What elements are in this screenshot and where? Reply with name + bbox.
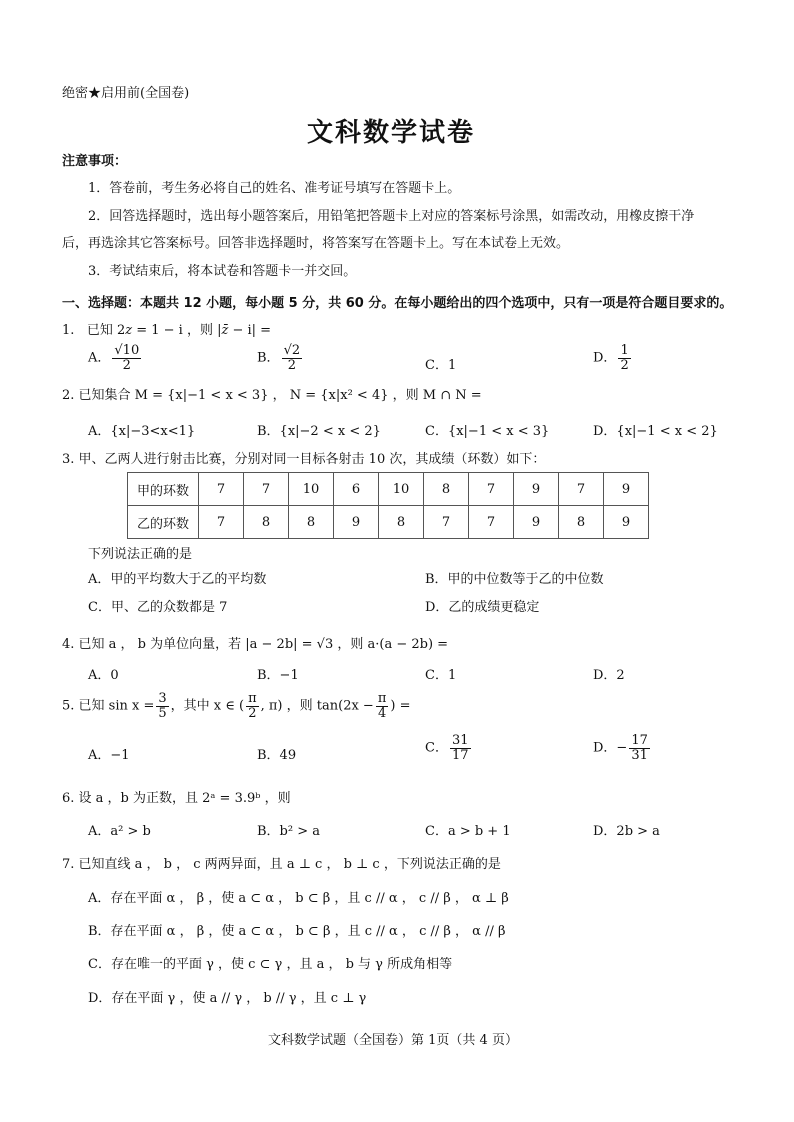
q5-option-c: C． $\frac{31}{17}$ bbox=[425, 733, 469, 763]
notes-heading: 注意事项： bbox=[62, 154, 128, 169]
page-title: 文科数学试卷 bbox=[307, 118, 476, 148]
q7-option-a: A．存在平面 α ， β ，使 a ⊂ α ， b ⊂ β ，且 c // α ， c // β ， α ⊥ β bbox=[88, 891, 509, 906]
q1-stem: 1. 已知 2z = 1 − i ，则 |z̄ − i| = bbox=[62, 323, 272, 338]
q7-option-b: B．存在平面 α ， β ，使 a ⊂ α ， b ⊂ β ，且 c // α ， c // β ， α // β bbox=[88, 924, 506, 939]
q7-stem: 7. 已知直线 a ， b ， c 两两异面，且 a ⊥ c ， b ⊥ c ，下列说法正确的是 bbox=[62, 857, 501, 872]
row-label: 甲的环数 bbox=[128, 473, 199, 506]
note-2a: 2．回答选择题时，选出每小题答案后，用铅笔把答题卡上对应的答案标号涂黑，如需改动，用橡皮擦干净 bbox=[88, 209, 695, 224]
q3-option-d: D．乙的成绩更稳定 bbox=[425, 600, 540, 615]
table-cell: 8 bbox=[244, 506, 289, 539]
table-cell: 9 bbox=[604, 506, 649, 539]
table-row bbox=[128, 506, 649, 539]
q7-option-c: C．存在唯一的平面 γ ，使 c ⊂ γ ，且 a ， b 与 γ 所成角相等 bbox=[88, 957, 453, 972]
q2-option-b: B．{x|−2 < x < 2} bbox=[257, 424, 381, 439]
q3-stem: 3. 甲、乙两人进行射击比赛，分别对同一目标各射击 10 次，其成绩（环数）如下： bbox=[62, 452, 546, 467]
q6-option-a: A．a² > b bbox=[88, 824, 151, 839]
row-label: 乙的环数 bbox=[128, 506, 199, 539]
section-heading: 一、选择题：本题共 12 小题，每小题 5 分，共 60 分。在每小题给出的四个选项中，只有一项是符合题目要求的。 bbox=[62, 296, 733, 311]
table-cell: 9 bbox=[514, 473, 559, 506]
q1-option-c: C．1 bbox=[425, 358, 457, 373]
table-cell: 8 bbox=[559, 506, 604, 539]
score-table bbox=[127, 472, 649, 539]
q2-option-c: C．{x|−1 < x < 3} bbox=[425, 424, 550, 439]
q2-stem: 2. 已知集合 M = {x|−1 < x < 3} ， N = {x|x² < 4} ，则 M ∩ N = bbox=[62, 388, 482, 403]
table-cell: 7 bbox=[424, 506, 469, 539]
table-cell: 9 bbox=[514, 506, 559, 539]
q3-option-c: C．甲、乙的众数都是 7 bbox=[88, 600, 228, 615]
table-cell: 6 bbox=[334, 473, 379, 506]
q5-option-d: D．− $\frac{17}{31}$ bbox=[593, 733, 648, 763]
page-footer: 文科数学试题（全国卷）第 1页（共 4 页） bbox=[268, 1033, 518, 1048]
note-3: 3．考试结束后，将本试卷和答题卡一并交回。 bbox=[88, 264, 357, 279]
q3-prompt: 下列说法正确的是 bbox=[88, 547, 193, 562]
q4-option-b: B．−1 bbox=[257, 668, 299, 683]
q2-option-a: A．{x|−3<x<1} bbox=[88, 424, 196, 439]
table-row bbox=[128, 473, 649, 506]
table-cell: 7 bbox=[469, 473, 514, 506]
table-cell: 7 bbox=[199, 473, 244, 506]
note-1: 1．答卷前，考生务必将自己的姓名、准考证号填写在答题卡上。 bbox=[88, 181, 461, 196]
q6-option-d: D．2b > a bbox=[593, 824, 660, 839]
q5-option-b: B．49 bbox=[257, 748, 297, 763]
q3-option-a: A．甲的平均数大于乙的平均数 bbox=[88, 572, 267, 587]
table-cell: 8 bbox=[379, 506, 424, 539]
table-cell: 9 bbox=[604, 473, 649, 506]
q4-option-c: C．1 bbox=[425, 668, 457, 683]
q3-option-b: B．甲的中位数等于乙的中位数 bbox=[425, 572, 604, 587]
table-cell: 9 bbox=[334, 506, 379, 539]
q1-option-a: A． $\frac{√10}{2}$ bbox=[88, 343, 140, 373]
q1-option-d: D． $\frac{1}{2}$ bbox=[593, 343, 629, 373]
q5-stem: 5. 已知 sin x = $\frac{3}{5}$ ，其中 x ∈ ( $\frac{\pi}{2}$ , π) ，则 tan(2x − $\frac{\pi}{4}$ ) = bbox=[62, 691, 411, 721]
note-2b: 后，再选涂其它答案标号。回答非选择题时，将答案写在答题卡上。写在本试卷上无效。 bbox=[62, 236, 570, 251]
q5-option-a: A．−1 bbox=[88, 748, 130, 763]
secret-label: 绝密★启用前(全国卷) bbox=[62, 86, 190, 101]
q4-stem: 4. 已知 a ， b 为单位向量，若 |a − 2b| = √3 ，则 a·(a − 2b) = bbox=[62, 637, 449, 652]
q6-option-b: B．b² > a bbox=[257, 824, 320, 839]
q6-option-c: C．a > b + 1 bbox=[425, 824, 511, 839]
q6-stem: 6. 设 a ，b 为正数，且 2ᵃ = 3.9ᵇ ，则 bbox=[62, 791, 291, 806]
q4-option-d: D．2 bbox=[593, 668, 625, 683]
table-cell: 8 bbox=[289, 506, 334, 539]
table-cell: 8 bbox=[424, 473, 469, 506]
q4-option-a: A．0 bbox=[88, 668, 119, 683]
table-cell: 7 bbox=[199, 506, 244, 539]
q7-option-d: D．存在平面 γ ，使 a // γ ， b // γ ，且 c ⊥ γ bbox=[88, 991, 367, 1006]
table-cell: 10 bbox=[289, 473, 334, 506]
table-cell: 7 bbox=[244, 473, 289, 506]
table-cell: 10 bbox=[379, 473, 424, 506]
table-cell: 7 bbox=[559, 473, 604, 506]
q1-option-b: B． $\frac{√2}{2}$ bbox=[257, 343, 301, 373]
table-cell: 7 bbox=[469, 506, 514, 539]
q2-option-d: D．{x|−1 < x < 2} bbox=[593, 424, 718, 439]
